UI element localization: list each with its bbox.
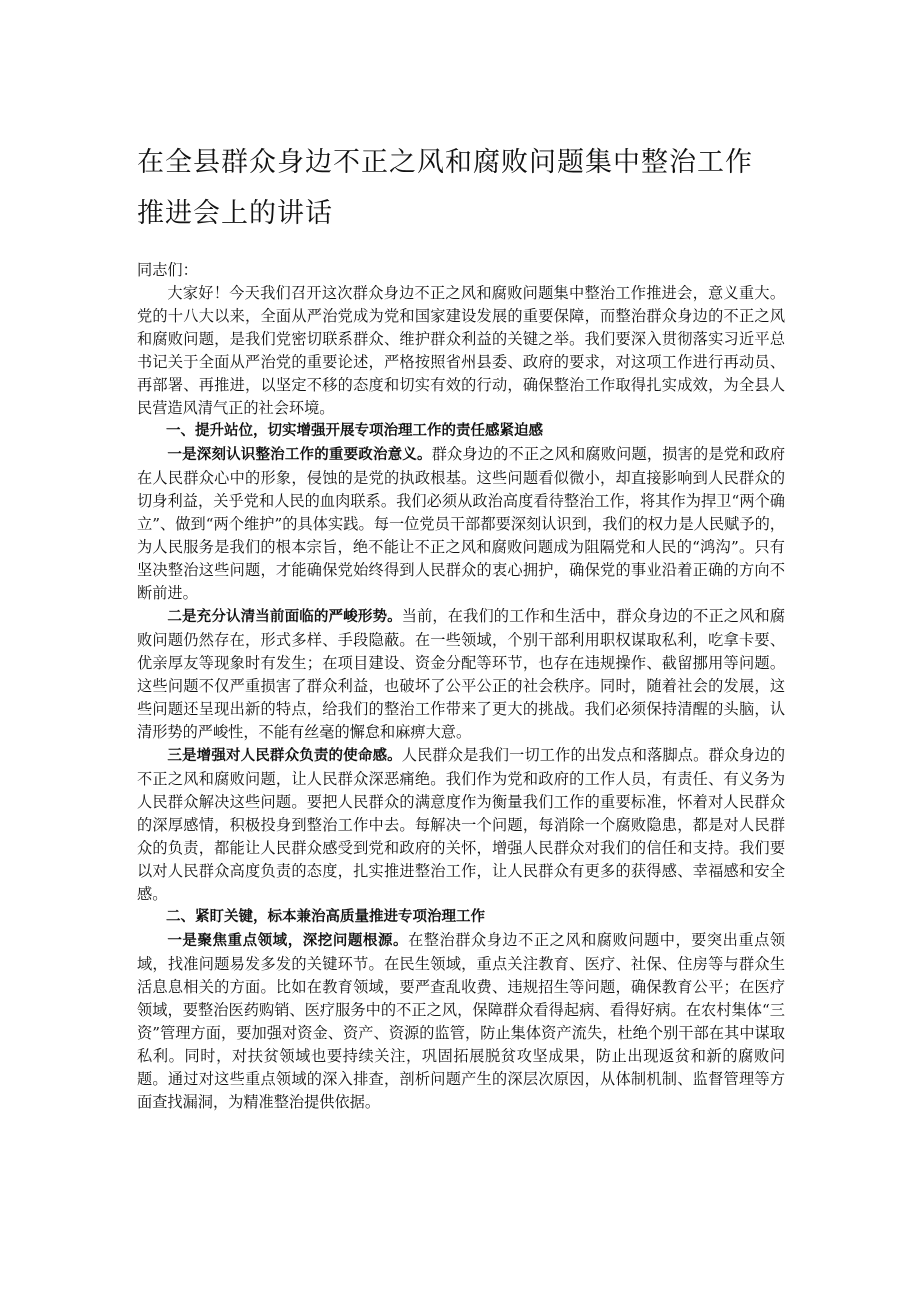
section-1-heading: 一、提升站位，切实增强开展专项治理工作的责任感紧迫感 <box>166 423 543 439</box>
section-1-paragraph-2 <box>137 605 785 744</box>
paragraph-body: 群众身边的不正之风和腐败问题，损害的是党和政府在人民群众心中的形象，侵蚀的是党的执政根基。这些问题看似微小，却直接影响到人民群众的切身利益，关乎党和人民的血肉联系。我们必须从政治高度看待整治工作，将其作为捍卫“两个确立”、做到“两个维护”的具体实践。每一位党员干部都要深刻认识到，我们的权力是人民赋予的，为人民服务是我们的根本宗旨，绝不能让不正之风和腐败问题成为阻隔党和人民的“鸿沟”。只有坚决整治这些问题，才能确保党始终得到人民群众的衷心拥护，确保党的事业沿着正确的方向不断前进。 <box>137 445 786 602</box>
section-2-heading: 二、紧盯关键，标本兼治高质量推进专项治理工作 <box>166 909 485 925</box>
section-1-paragraph-1 <box>137 443 785 605</box>
title-line-2: 推进会上的讲话 <box>137 198 333 229</box>
section-2-paragraph-1 <box>137 929 785 1114</box>
paragraph-lead: 一是聚焦重点领域，深挖问题根源。 <box>167 933 409 949</box>
salutation: 同志们： <box>137 261 198 279</box>
paragraph-body: 在整治群众身边不正之风和腐败问题中，要突出重点领域，找准问题易发多发的关键环节。在民生领域，重点关注教育、医疗、社保、住房等与群众生活息息相关的方面。比如在教育领域，要严查乱收费、违规招生等问题，确保教育公平；在医疗领域，要整治医药购销、医疗服务中的不正之风，保障群众看得起病、看得好病。在农村集体“三资”管理方面，要加强对资金、资产、资源的监管，防止集体资产流失，杜绝个别干部在其中谋取私利。同时，对扶贫领域也要持续关注，巩固拓展脱贫攻坚成果，防止出现返贫和新的腐败问题。通过对这些重点领域的深入排查，剖析问题产生的深层次原因，从体制机制、监督管理等方面查找漏洞，为精准整治提供依据。 <box>137 931 786 1111</box>
paragraph-body: 当前，在我们的工作和生活中，群众身边的不正之风和腐败问题仍然存在，形式多样、手段隐蔽。在一些领域，个别干部利用职权谋取私利，吃拿卡要、优亲厚友等现象时有发生；在项目建设、资金分配等环节，也存在违规操作、截留挪用等问题。这些问题不仅严重损害了群众利益，也破坏了公平公正的社会秩序。同时，随着社会的发展，这些问题还呈现出新的特点，给我们的整治工作带来了更大的挑战。我们必须保持清醒的头脑，认清形势的严峻性，不能有丝毫的懈怠和麻痹大意。 <box>137 607 786 741</box>
section-1-paragraph-3 <box>137 744 785 906</box>
intro-paragraph: 大家好！今天我们召开这次群众身边不正之风和腐败问题集中整治工作推进会，意义重大。党的十八大以来，全面从严治党成为党和国家建设发展的重要保障，而整治群众身边的不正之风和腐败问题，是我们党密切联系群众、维护群众利益的关键之举。我们要深入贯彻落实习近平总书记关于全面从严治党的重要论述，严格按照省州县委、政府的要求，对这项工作进行再动员、再部署、再推进，以坚定不移的态度和切实有效的行动，确保整治工作取得扎实成效，为全县人民营造风清气正的社会环境。 <box>137 284 785 417</box>
document-body <box>137 259 785 1114</box>
paragraph-body: 人民群众是我们一切工作的出发点和落脚点。群众身边的不正之风和腐败问题，让人民群众深恶痛绝。我们作为党和政府的工作人员，有责任、有义务为人民群众解决这些问题。要把人民群众的满意度作为衡量我们工作的重要标准，怀着对人民群众的深厚感情，积极投身到整治工作中去。每解决一个问题，每消除一个腐败隐患，都是对人民群众的负责，都能让人民群众感受到党和政府的关怀，增强人民群众对我们的信任和支持。我们要以对人民群众高度负责的态度，扎实推进整治工作，让人民群众有更多的获得感、幸福感和安全感。 <box>137 746 786 903</box>
document-title <box>137 138 785 239</box>
paragraph-lead: 二是充分认清当前面临的严峻形势。 <box>167 609 402 625</box>
paragraph-lead: 一是深刻认识整治工作的重要政治意义。 <box>167 447 432 463</box>
paragraph-lead: 三是增强对人民群众负责的使命感。 <box>167 748 402 764</box>
document-page <box>137 138 785 1114</box>
title-line-1: 在全县群众身边不正之风和腐败问题集中整治工作 <box>137 147 753 178</box>
